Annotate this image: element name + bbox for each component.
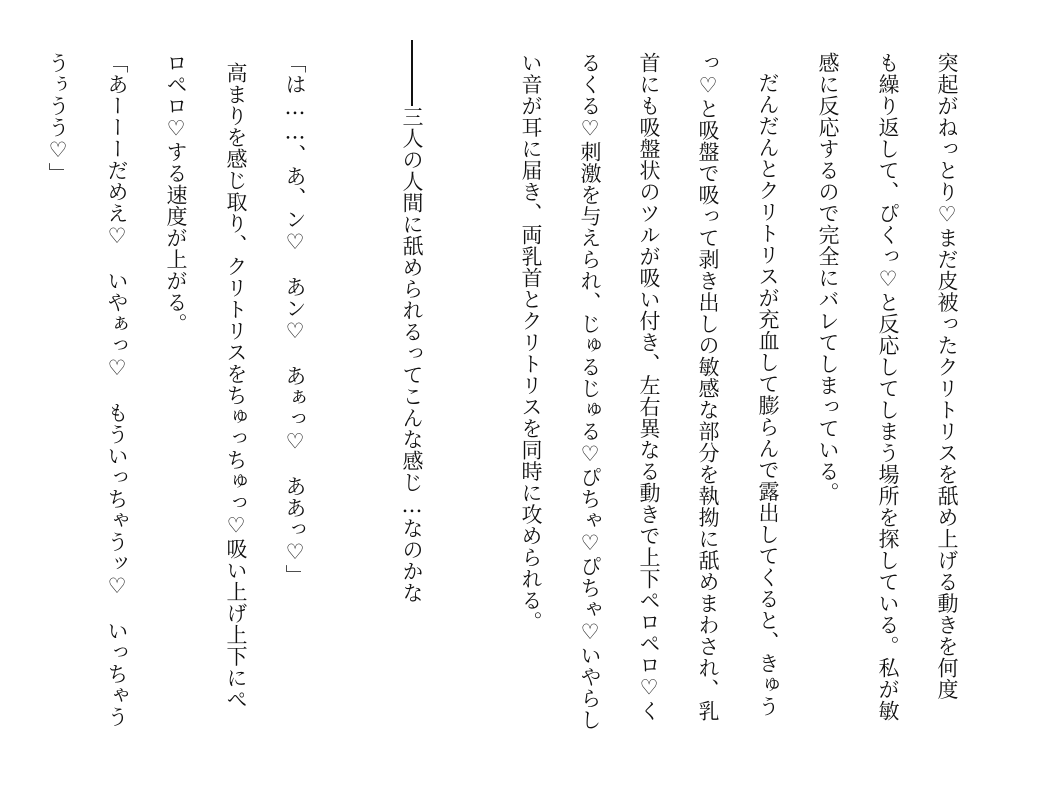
dash-rule (411, 40, 413, 106)
text-line: い音が耳に届き、両乳首とクリトリスを同時に攻められる。 (519, 52, 543, 633)
text-line: 高まりを感じ取り、クリトリスをちゅっちゅっ♡吸い上げ上下にぺ (224, 62, 248, 710)
text-line: も繰り返して、ぴくっ♡と反応してしまう場所を探している。私が敏 (876, 52, 900, 722)
text-line: 首にも吸盤状のツルが吸い付き、左右異なる動きで上下ペロペロ♡く (637, 52, 661, 722)
text-line: だんだんとクリトリスが充血して膨らんで露出してくると、きゅう (756, 72, 780, 717)
text-line: 突起がねっとり♡まだ皮被ったクリトリスを舐め上げる動きを何度 (935, 52, 959, 700)
text-line: ロペロ♡する速度が上がる。 (164, 52, 188, 335)
dialogue-line: うぅうう♡」 (46, 52, 70, 184)
text-line: るくる♡刺激を与えられ、じゅるじゅる♡ぴちゃ♡ぴちゃ♡いやらし (578, 52, 602, 731)
text-line: 感に反応するので完全にバレてしまっている。 (816, 52, 840, 504)
monologue-text: 三人の人間に舐められるってこんな感じ…なのかな (400, 106, 424, 604)
dialogue-line: 「は……、あ、ン♡ あン♡ あぁっ♡ ああっ♡」 (283, 52, 307, 586)
dialogue-line: 「あーーーだめえ♡ いやぁっ♡ もういっちゃうッ♡ いっちゃう (105, 52, 129, 728)
monologue-line (397, 40, 427, 604)
text-line: っ♡と吸盤で吸って剥き出しの敏感な部分を執拗に舐めまわされ、乳 (696, 52, 720, 722)
